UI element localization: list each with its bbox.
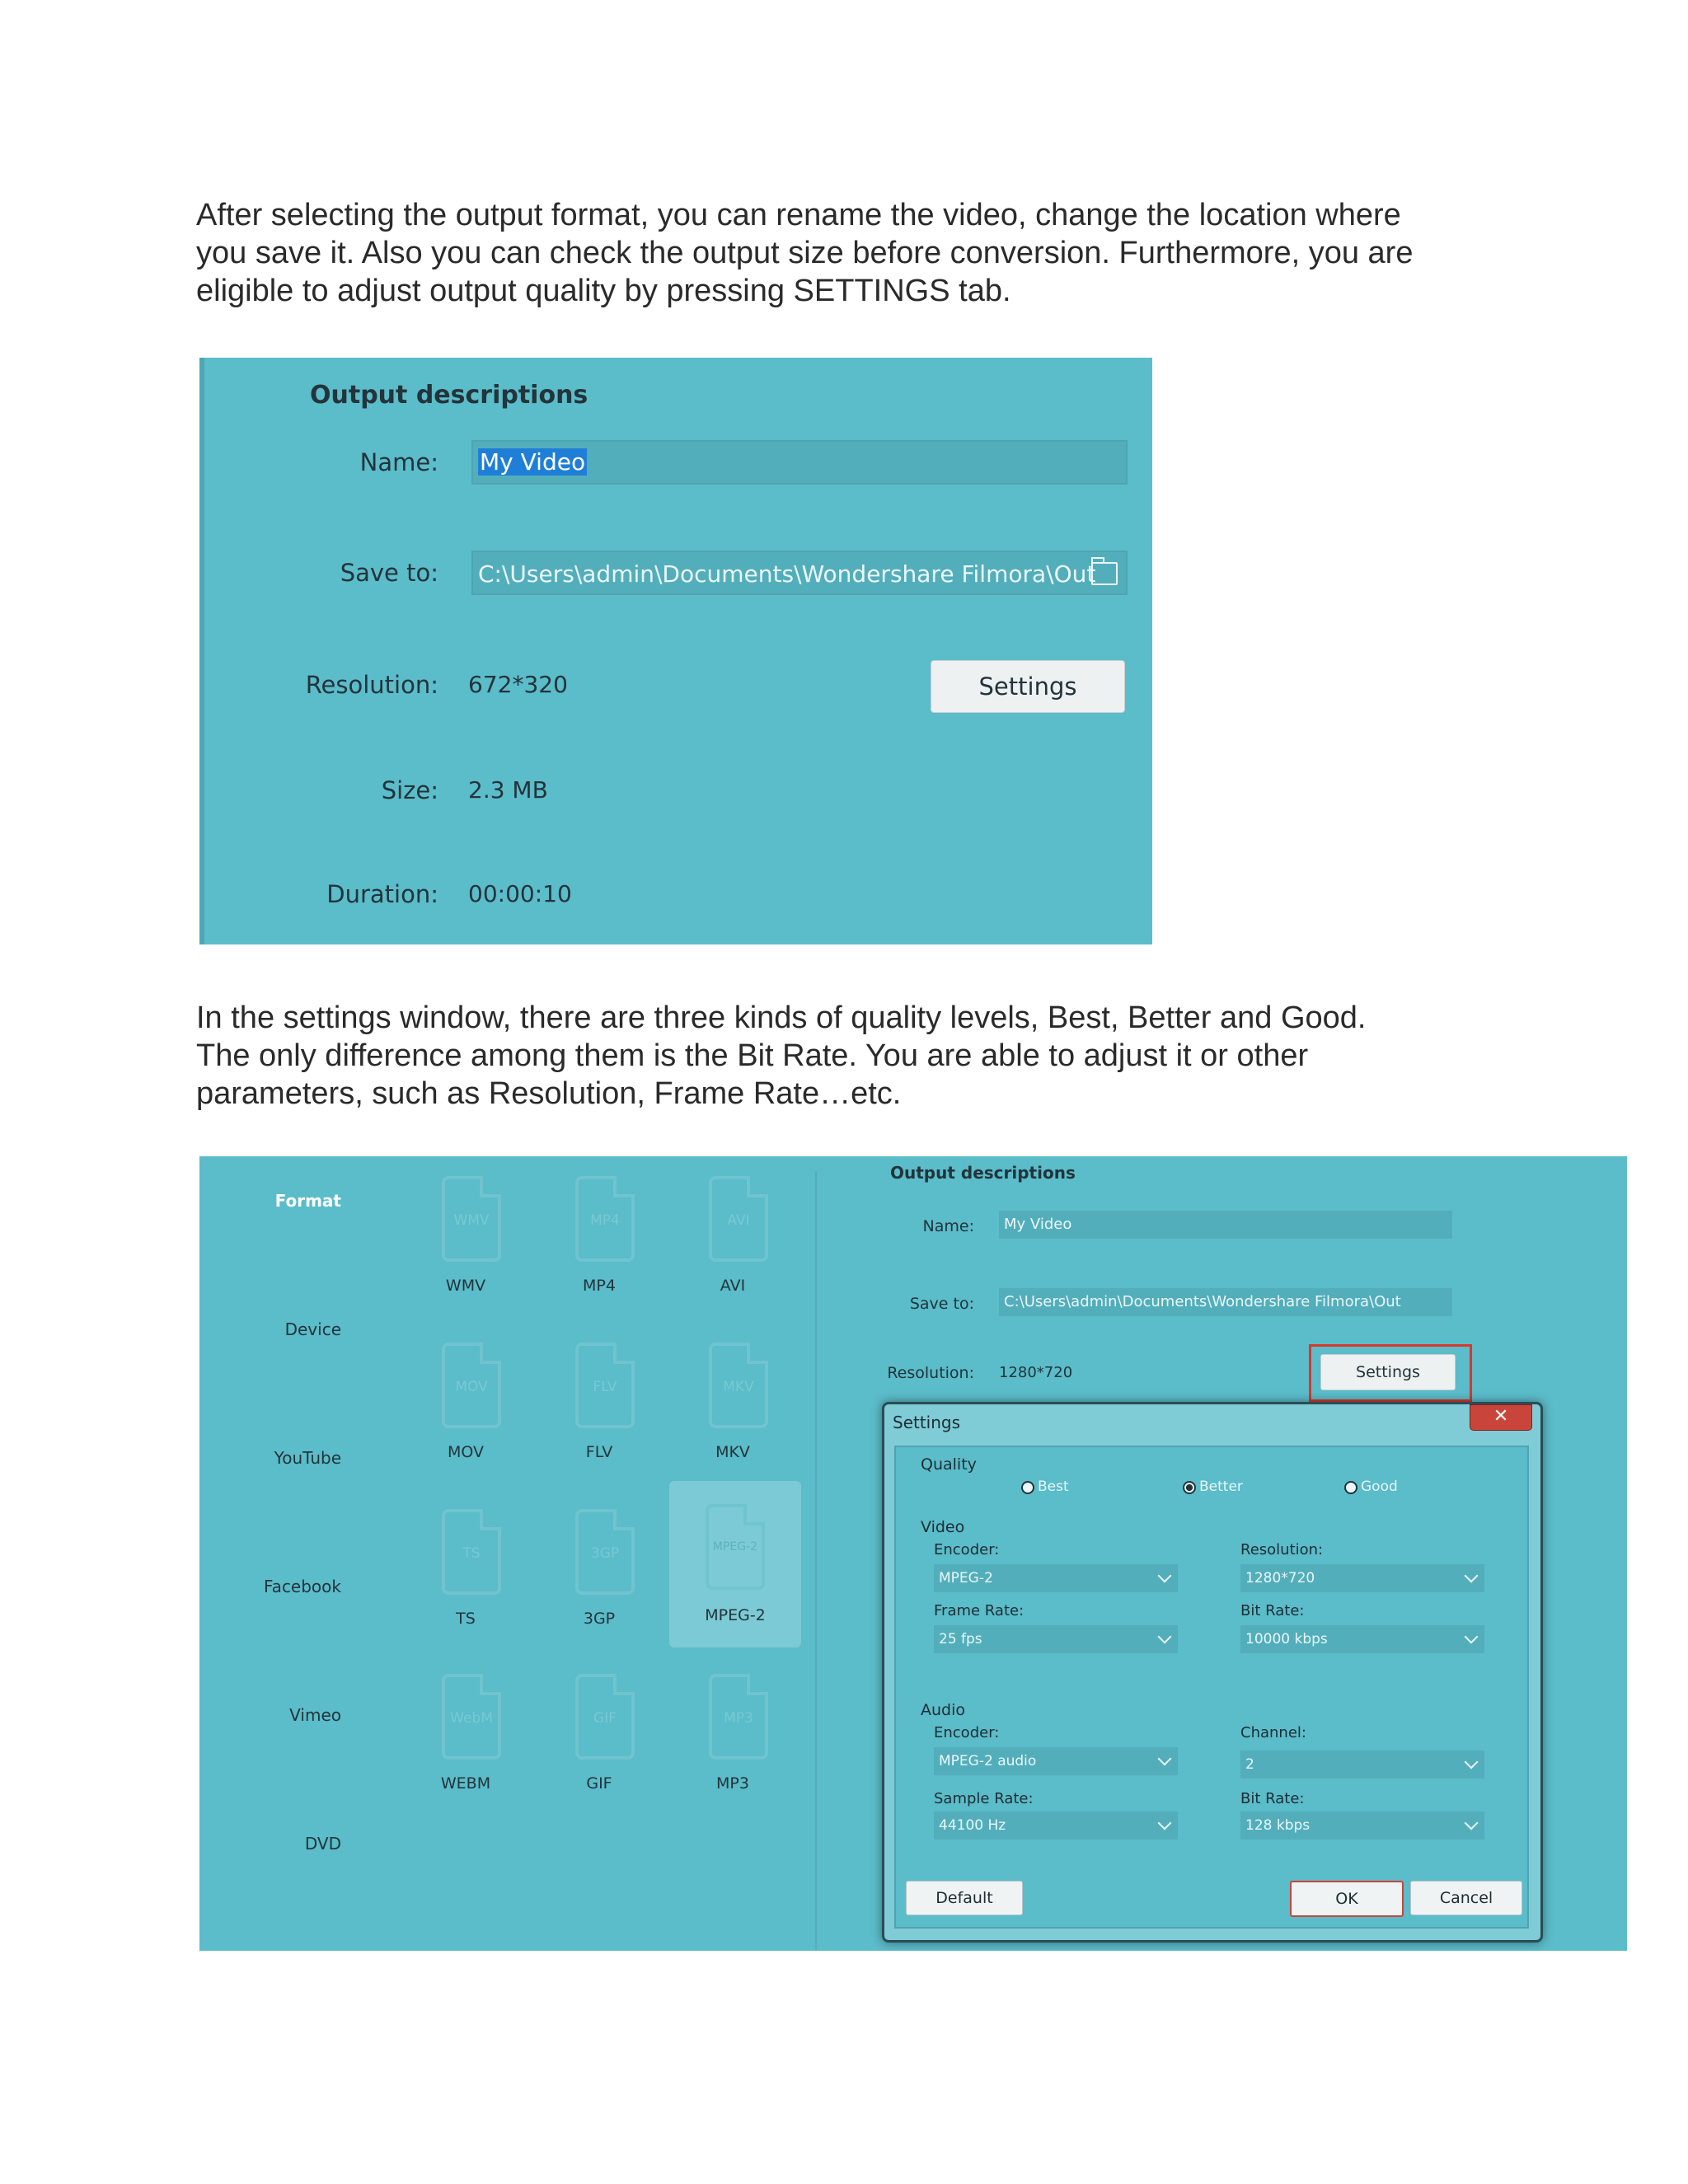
settings-paragraph: In the settings window, there are three kinds of quality levels, Best, Better and Good. The only difference among them is the Bit Rate. You are able to adjust it or other parameters, such as Resolution, Frame Rate…etc. <box>196 1001 1367 1111</box>
audio-bitrate-label: Bit Rate: <box>1240 1790 1305 1807</box>
save-to-input[interactable] <box>471 551 1128 595</box>
audio-encoder-select[interactable]: MPEG-2 audio <box>934 1747 1178 1775</box>
radio-icon <box>1344 1481 1357 1494</box>
video-encoder-select[interactable]: MPEG-2 <box>934 1564 1178 1592</box>
resolution-label: Resolution: <box>1240 1541 1324 1558</box>
size-value: 2.3 MB <box>468 776 548 804</box>
chevron-down-icon <box>1465 1630 1479 1644</box>
save-to-label: Save to: <box>340 559 438 587</box>
output-descriptions-title: Output descriptions <box>310 381 588 410</box>
channel-label: Channel: <box>1240 1724 1306 1741</box>
file-icon: WMV <box>442 1176 501 1262</box>
duration-value: 00:00:10 <box>468 880 572 907</box>
save-to-value: C:\Users\admin\Documents\Wondershare Filmora\Out <box>478 560 1096 588</box>
file-icon: MP3 <box>709 1674 768 1760</box>
settings-button[interactable]: Settings <box>931 660 1125 713</box>
quality-good-radio[interactable]: Good <box>1344 1479 1398 1495</box>
category-dvd[interactable]: DVD <box>304 1834 341 1854</box>
name-value: My Video <box>480 448 586 476</box>
resolution-label: Resolution: <box>305 671 438 699</box>
resolution-select[interactable]: 1280*720 <box>1240 1564 1484 1592</box>
format-mp4[interactable]: MP4 MP4 <box>554 1168 645 1316</box>
quality-label: Quality <box>921 1455 977 1474</box>
format-mkv[interactable]: MKV MKV <box>687 1334 778 1483</box>
format-gif[interactable]: GIF GIF <box>554 1666 645 1814</box>
dialog-title: Settings <box>893 1413 961 1432</box>
frame-rate-label: Frame Rate: <box>934 1602 1025 1619</box>
video-bitrate-select[interactable]: 10000 kbps <box>1240 1625 1484 1653</box>
resolution-label: Resolution: <box>887 1364 974 1382</box>
frame-rate-select[interactable]: 25 fps <box>934 1625 1178 1653</box>
folder-icon[interactable] <box>1091 562 1118 585</box>
chevron-down-icon <box>1465 1816 1479 1830</box>
chevron-down-icon <box>1465 1569 1479 1583</box>
file-icon: MKV <box>709 1343 768 1428</box>
audio-bitrate-select[interactable]: 128 kbps <box>1240 1811 1484 1840</box>
channel-select[interactable]: 2 <box>1240 1750 1484 1779</box>
save-to-label: Save to: <box>909 1295 974 1313</box>
save-to-input[interactable] <box>999 1288 1452 1316</box>
radio-icon <box>1021 1481 1034 1494</box>
video-bitrate-label: Bit Rate: <box>1240 1602 1305 1619</box>
output-descriptions-title: Output descriptions <box>890 1163 1076 1183</box>
radio-checked-icon <box>1183 1481 1196 1494</box>
file-icon: MPEG-2 <box>706 1504 765 1590</box>
chevron-down-icon <box>1158 1816 1172 1830</box>
cancel-button[interactable]: Cancel <box>1410 1881 1522 1915</box>
sample-rate-label: Sample Rate: <box>934 1790 1034 1807</box>
name-input[interactable] <box>471 440 1128 485</box>
resolution-value: 672*320 <box>468 671 568 698</box>
audio-label: Audio <box>921 1701 966 1719</box>
default-button[interactable]: Default <box>906 1881 1023 1915</box>
format-3gp[interactable]: 3GP 3GP <box>554 1501 645 1649</box>
category-facebook[interactable]: Facebook <box>264 1577 341 1596</box>
ok-button[interactable]: OK <box>1290 1881 1404 1917</box>
category-vimeo[interactable]: Vimeo <box>289 1705 341 1725</box>
settings-dialog <box>882 1402 1543 1943</box>
settings-button[interactable]: Settings <box>1320 1354 1456 1390</box>
file-icon: GIF <box>575 1674 635 1760</box>
file-icon: FLV <box>575 1343 635 1428</box>
quality-better-radio[interactable]: Better <box>1183 1479 1243 1495</box>
format-mov[interactable]: MOV MOV <box>420 1334 511 1483</box>
chevron-down-icon <box>1465 1755 1479 1769</box>
file-icon: AVI <box>709 1176 768 1262</box>
name-label: Name: <box>359 448 438 476</box>
name-input[interactable] <box>999 1211 1452 1239</box>
category-device[interactable]: Device <box>284 1319 341 1339</box>
file-icon: 3GP <box>575 1509 635 1595</box>
panel-divider <box>815 1171 817 1951</box>
chevron-down-icon <box>1158 1630 1172 1644</box>
format-avi[interactable]: AVI AVI <box>687 1168 778 1316</box>
file-icon: MOV <box>442 1343 501 1428</box>
audio-encoder-label: Encoder: <box>934 1724 1000 1741</box>
settings-window-screenshot <box>199 1156 1627 1951</box>
format-wmv[interactable]: WMV WMV <box>420 1168 511 1316</box>
output-descriptions-screenshot <box>199 358 1152 944</box>
quality-best-radio[interactable]: Best <box>1021 1479 1069 1495</box>
duration-label: Duration: <box>326 880 438 908</box>
format-ts[interactable]: TS TS <box>420 1501 511 1649</box>
name-label: Name: <box>922 1217 974 1235</box>
category-format[interactable]: Format <box>274 1191 341 1211</box>
video-encoder-label: Encoder: <box>934 1541 1000 1558</box>
size-label: Size: <box>381 776 438 804</box>
format-mp3[interactable]: MP3 MP3 <box>687 1666 778 1814</box>
category-youtube[interactable]: YouTube <box>274 1448 341 1468</box>
chevron-down-icon <box>1158 1752 1172 1766</box>
intro-paragraph: After selecting the output format, you can rename the video, change the location where you save it. Also you can check the output size before conversion. Furthermore, you are eligible to adjust output quality by pressing SETTINGS tab. <box>196 198 1414 308</box>
video-label: Video <box>921 1518 965 1536</box>
resolution-value: 1280*720 <box>999 1364 1073 1381</box>
format-mpeg2-selected[interactable]: MPEG-2 MPEG-2 <box>669 1481 801 1647</box>
settings-panel <box>894 1446 1529 1929</box>
chevron-down-icon <box>1158 1569 1172 1583</box>
sample-rate-select[interactable]: 44100 Hz <box>934 1811 1178 1840</box>
close-icon[interactable]: ✕ <box>1470 1404 1532 1431</box>
file-icon: WebM <box>442 1674 501 1760</box>
format-webm[interactable]: WebM WEBM <box>420 1666 511 1814</box>
save-to-value: C:\Users\admin\Documents\Wondershare Filmora\Out <box>1004 1293 1401 1310</box>
file-icon: MP4 <box>575 1176 635 1262</box>
name-value: My Video <box>1004 1216 1072 1233</box>
format-flv[interactable]: FLV FLV <box>554 1334 645 1483</box>
file-icon: TS <box>442 1509 501 1595</box>
